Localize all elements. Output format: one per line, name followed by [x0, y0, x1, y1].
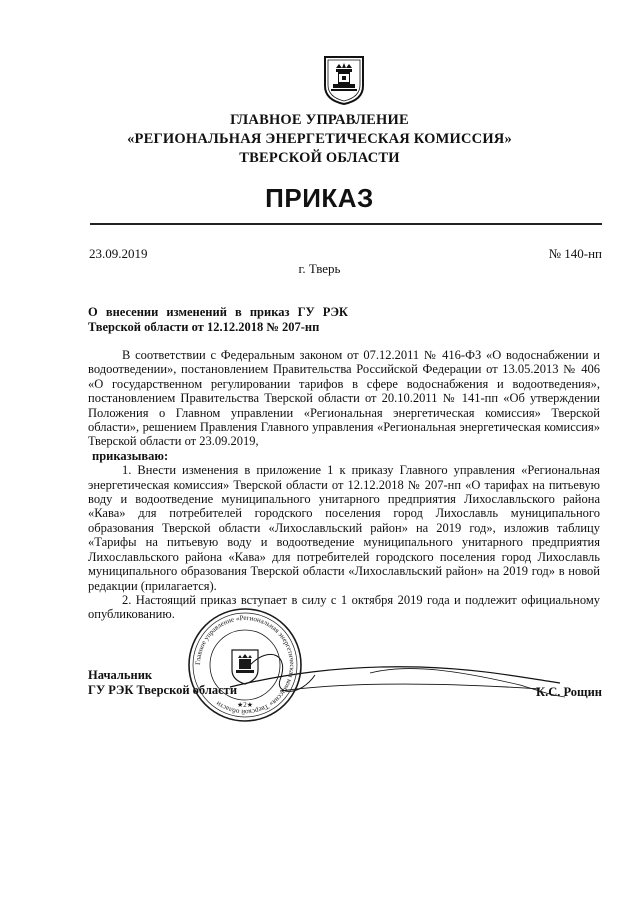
preamble-paragraph: В соответствии с Федеральным законом от 07.12.2011 № 416-ФЗ «О водоснабжении и водоотведении», постановлением Правительства Российской Федерации от 13.05.2013 № 406 «О государственном регулировании тарифов в сфере водоснабжения и водоотведения», постановлением Правительства Тверской области от 20.10.2011 № 141-пп «Об утверждении Положения о Главном управлении «Региональная энергетическая комиссия» Тверской области», решением Правления Главного управления «Региональная энергетическая комиссия» Тверской области от 23.09.2019,: [88, 348, 600, 449]
header-divider: [90, 223, 602, 225]
org-name-line-1: ГЛАВНОЕ УПРАВЛЕНИЕ: [230, 112, 409, 128]
position-line-1: Начальник: [88, 668, 153, 682]
document-date: 23.09.2019: [89, 246, 148, 261]
coat-of-arms-icon: [322, 54, 366, 106]
subject-line-2: Тверской области от 12.12.2018 № 207-нп: [88, 320, 320, 334]
position-line-2: ГУ РЭК Тверской области: [88, 683, 238, 697]
document-title: ПРИКАЗ: [265, 183, 374, 213]
signatory-name: К.С. Рощин: [536, 685, 602, 699]
document-body: [88, 348, 600, 622]
document-city: г. Тверь: [298, 261, 341, 276]
official-seal: [186, 606, 304, 724]
seal-star-text: ★2★: [236, 701, 254, 709]
order-item-1: 1. Внести изменения в приложение 1 к приказу Главного управления «Региональная энергетическая комиссия» Тверской области от 12.12.2018 № 207-нп «О тарифах на питьевую воду и водоотведение муниципального унитарного предприятия Лихославльского района «Кава» для потребителей городского поселения город Лихославль муниципального образования Тверской области «Лихославльский район» на 2019 год», изложив таблицу «Тарифы на питьевую воду и водоотведение муниципального унитарного предприятия Лихославльского района «Кава» для потребителей городского поселения город Лихославль муниципального образования Тверской области «Лихославльский район» на 2019 год» в новой редакции (прилагается).: [88, 463, 600, 593]
org-name-line-3: ТВЕРСКОЙ ОБЛАСТИ: [239, 150, 400, 166]
order-item-2: 2. Настоящий приказ вступает в силу с 1 октября 2019 года и подлежит официальному опубликованию.: [88, 592, 600, 622]
subject-line-1: О внесении изменений в приказ ГУ РЭК: [88, 305, 348, 319]
org-name-line-2: «РЕГИОНАЛЬНАЯ ЭНЕРГЕТИЧЕСКАЯ КОМИССИЯ»: [127, 131, 512, 147]
seal-outer-text: Главное управление «Региональная энергетическая комиссия» Тверской области: [193, 613, 297, 717]
document-subject: [88, 305, 348, 335]
order-word: приказываю:: [92, 448, 169, 463]
document-number: № 140-нп: [548, 246, 602, 261]
